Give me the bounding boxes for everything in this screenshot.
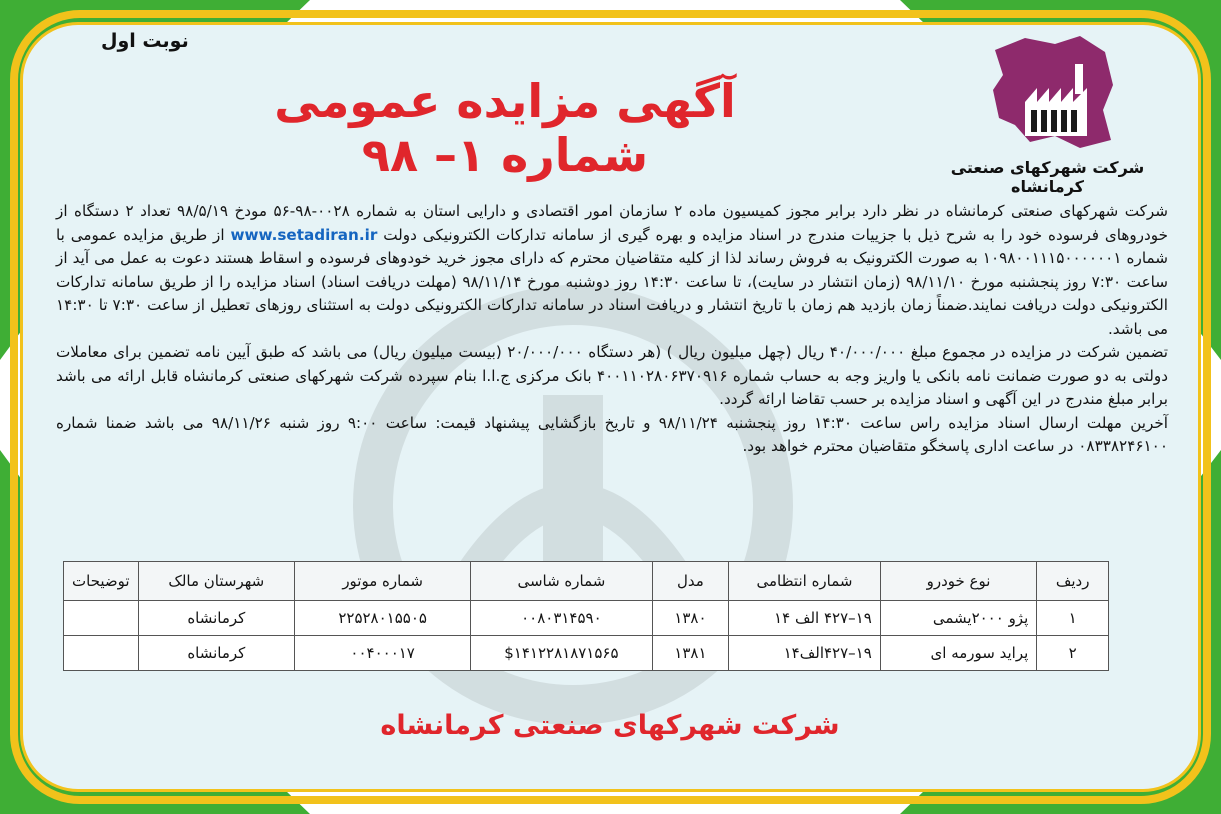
cell-vehicle-type: پراید سورمه ای [880,636,1036,671]
table-row [64,601,1109,636]
header-chassis: شماره شاسی [471,562,652,601]
cell-notes [64,601,139,636]
cell-row-number: ۱ [1037,601,1109,636]
cell-notes [64,636,139,671]
cell-model: ۱۳۸۰ [652,601,729,636]
header-plate: شماره انتظامی [729,562,881,601]
company-logo-icon [985,30,1120,155]
cell-plate: ۱۹–۴۲۷الف۱۴ [729,636,881,671]
paragraph-1-end: از طریق مزایده عمومی با شماره ۱۰۹۸۰۰۱۱۱۵۰۰۰۰۰۰۱ به صورت الکترونیک به فروش رساند لذا از کلیه متقاضیان محترم که دارای مجوز خرید خودوهای فرسوده و اسقاط هستند دعوت به عمل می آید از ساعت ۷:۳۰ روز پنجشنبه مورخ ۹۸/۱۱/۱۰ (زمان انتشار در سایت)، تا ساعت ۱۴:۳۰ روز دوشنبه مورخ ۹۸/۱۱/۱۴ (مهلت دریافت اسناد) اسناد مزایده را از طریق سامانه تدارکات الکترونیکی دولت دریافت نمایند.ضمناً زمان بازدید هم زمان با تاریخ انتشار و دریافت اسناد در سامانه تدارکات الکترونیکی دولت به استثنای روزهای تعطیل از ساعت ۷:۳۰ تا ۱۴:۳۰ می باشد. [56,225,1169,338]
footer-company-name: شرکت شهرکهای صنعتی کرمانشاه [380,710,840,741]
cell-chassis: $۱۴۱۲۲۸۱۸۷۱۵۶۵ [471,636,652,671]
header-model: مدل [652,562,729,601]
cell-owner-city: کرمانشاه [138,636,295,671]
vehicles-table [63,561,1109,671]
cell-owner-city: کرمانشاه [138,601,295,636]
company-name: شرکت شهرکهای صنعتی کرمانشاه [950,158,1145,196]
header-engine: شماره موتور [295,562,471,601]
header-owner-city: شهرستان مالک [138,562,295,601]
cell-engine: ۰۰۴۰۰۰۱۷ [295,636,471,671]
cell-plate: ۱۹–۴۲۷ الف ۱۴ [729,601,881,636]
cell-engine: ۲۲۵۲۸۰۱۵۵۰۵ [295,601,471,636]
cell-row-number: ۲ [1037,636,1109,671]
cell-chassis: ۰۰۸۰۳۱۴۵۹۰ [471,601,652,636]
paragraph-1 [56,200,1168,341]
page-title: آگهی مزایده عمومی شماره ۱– ۹۸ [274,74,736,182]
header-row-number: ردیف [1037,562,1109,601]
table-row [64,636,1109,671]
header-vehicle-type: نوع خودرو [880,562,1036,601]
table-header-row [64,562,1109,601]
paragraph-1-start: شرکت شهرکهای صنعتی کرمانشاه در نظر دارد برابر مجوز کمیسیون ماده ۲ سازمان امور اقتصادی و دارایی استان به شماره ۰۰۲۸-۹۸-۵۶ مودخ ۹۸/۵/۱۹ تعداد ۲ دستگاه از خودروهای فرسوده خود را به شرح ذیل با جزییات مندرج در اسناد مزایده و بهره گیری از سامانه تدارکات الکترونیکی دولت [56,202,1169,244]
paragraph-2: تضمین شرکت در مزایده در مجموع مبلغ ۴۰/۰۰۰/۰۰۰ ریال (چهل میلیون ریال ) (هر دستگاه ۲۰/۰۰۰/۰۰۰ (بیست میلیون ریال) می باشد که طبق آیین نامه تضمین برای معاملات دولتی به دو صورت ضمانت نامه بانکی یا واریز وجه به حساب شماره ۴۰۰۱۱۰۲۸۰۶۳۷۰۹۱۶ بانک مرکزی ج.ا.ا بنام سپرده شرکت شهرکهای صنعتی کرمانشاه قابل ارائه می باشد برابر مبلغ مندرج در این آگهی و اسناد مزایده بر حسب تقاضا ارائه گردد. [56,343,1168,408]
header-notes: توضیحات [64,562,139,601]
cell-model: ۱۳۸۱ [652,636,729,671]
cell-vehicle-type: پژو ۲۰۰۰یشمی [880,601,1036,636]
round-label: نوبت اول [101,30,189,52]
setadiran-link[interactable]: www.setadiran.ir [230,225,378,244]
paragraph-3: آخرین مهلت ارسال اسناد مزایده راس ساعت ۱۴:۳۰ روز پنجشنبه ۹۸/۱۱/۲۴ و تاریخ بازگشایی پیشنهاد قیمت: ساعت ۹:۰۰ روز شنبه ۹۸/۱۱/۲۶ می باشد ضمنا شماره ۰۸۳۳۸۲۴۶۱۰۰ در ساعت اداری پاسخگو متقاضیان محترم خواهد بود. [56,413,1168,455]
announcement-body [56,200,1168,459]
